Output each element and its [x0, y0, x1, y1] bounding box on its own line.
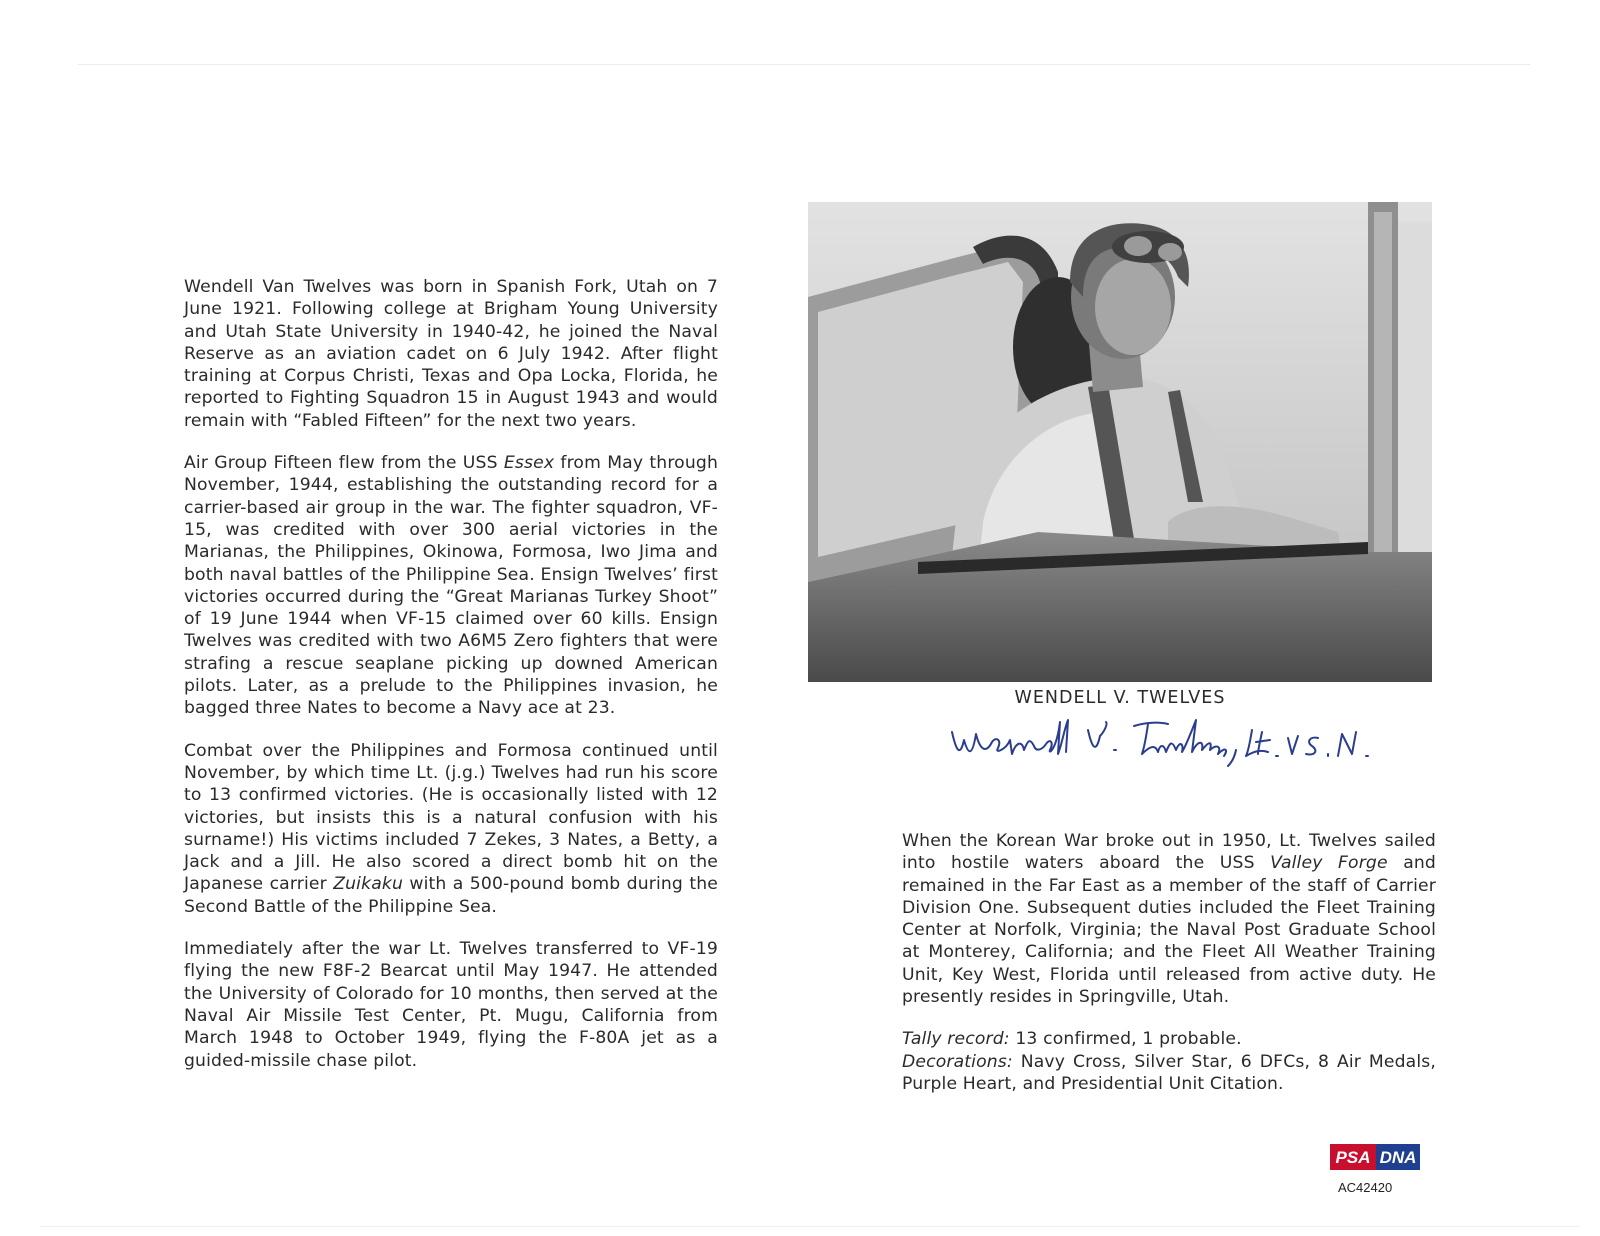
tally-record-value: 13 confirmed, 1 probable.: [1009, 1029, 1242, 1050]
photo-caption: WENDELL V. TWELVES: [1014, 688, 1226, 708]
psa-logo-text: PSA: [1335, 1148, 1371, 1167]
bio-paragraph-2: Air Group Fifteen flew from the USS Essex from May through November, 1944, establishing the outstanding record for a carrier-based air group in the war. The fighter squadron, VF-15, was credited with over 300 aerial victories in the Marianas, the Philippines, Okinowa, Formosa, Iwo Jima and both naval battles of the Philippine Sea. Ensign Twelves’ first victories occurred during the “Great Marianas Turkey Shoot” of 19 June 1944 when VF-15 claimed over 60 kills. Ensign Twelves was credited with two A6M5 Zero fighters that were strafing a rescue seaplane picking up downed American pilots. Later, as a prelude to the Philippines invasion, he bagged three Nates to become a Navy ace at 23.: [184, 453, 718, 719]
decorations-value: Navy Cross, Silver Star, 6 DFCs, 8 Air Medals, Purple Heart, and Presidential Unit Citation.: [902, 1051, 1436, 1094]
ship-name-valley-forge: Valley Forge: [1270, 853, 1388, 874]
page-bottom-edge: [40, 1226, 1580, 1227]
bio-paragraph-3: Combat over the Philippines and Formosa continued until November, by which time Lt. (j.g.) Twelves had run his score to 13 confirmed victories. (He is occasionally listed with 12 victories, but insists this is a natural confusion with his surname!) His victims included 7 Zekes, 3 Nates, a Betty, a Jack and a Jill. He also scored a direct bomb hit on the Japanese carrier Zuikaku with a 500-pound bomb during the Second Battle of the Philippine Sea.: [184, 740, 718, 917]
psa-dna-logo: [1330, 1144, 1420, 1170]
korean-war-paragraph: When the Korean War broke out in 1950, Lt. Twelves sailed into hostile waters aboard the USS Valley Forge and remained in the Far East as a member of the staff of Carrier Division One. Subsequent duties included the Fleet Training Center at Norfolk, Virginia; the Naval Post Graduate School at Monterey, California; and the Fleet All Weather Training Unit, Key West, Florida until released from active duty. He presently resides in Springville, Utah.: [902, 831, 1436, 1008]
page-top-edge: [78, 64, 1530, 65]
ship-name-essex: Essex: [503, 453, 555, 474]
decorations-label: Decorations:: [902, 1051, 1013, 1072]
bio-paragraph-1: Wendell Van Twelves was born in Spanish Fork, Utah on 7 June 1921. Following college at Brigham Young University and Utah State University in 1940-42, he joined the Naval Reserve as an aviation cadet on 6 July 1942. After flight training at Corpus Christi, Texas and Opa Locka, Florida, he reported to Fighting Squadron 15 in August 1943 and would remain with “Fabled Fifteen” for the next two years.: [184, 277, 718, 431]
dna-logo-text: DNA: [1379, 1148, 1417, 1167]
ship-name-zuikaku: Zuikaku: [333, 874, 404, 895]
autograph-signature: [946, 710, 1386, 770]
certificate-number: AC42420: [1338, 1180, 1393, 1195]
pilot-cockpit-photo: [808, 202, 1432, 682]
left-text-column: [184, 276, 718, 1072]
bio-paragraph-4: Immediately after the war Lt. Twelves transferred to VF-19 flying the new F8F-2 Bearcat until May 1947. He attended the University of Colorado for 10 months, then served at the Naval Air Missile Test Center, Pt. Mugu, California from March 1948 to October 1949, flying the F-80A jet as a guided-missile chase pilot.: [184, 939, 718, 1071]
tally-record-line: [902, 1028, 1436, 1050]
tally-record-label: Tally record:: [902, 1029, 1010, 1050]
right-text-column: [902, 830, 1436, 1095]
decorations-line: [902, 1051, 1436, 1096]
